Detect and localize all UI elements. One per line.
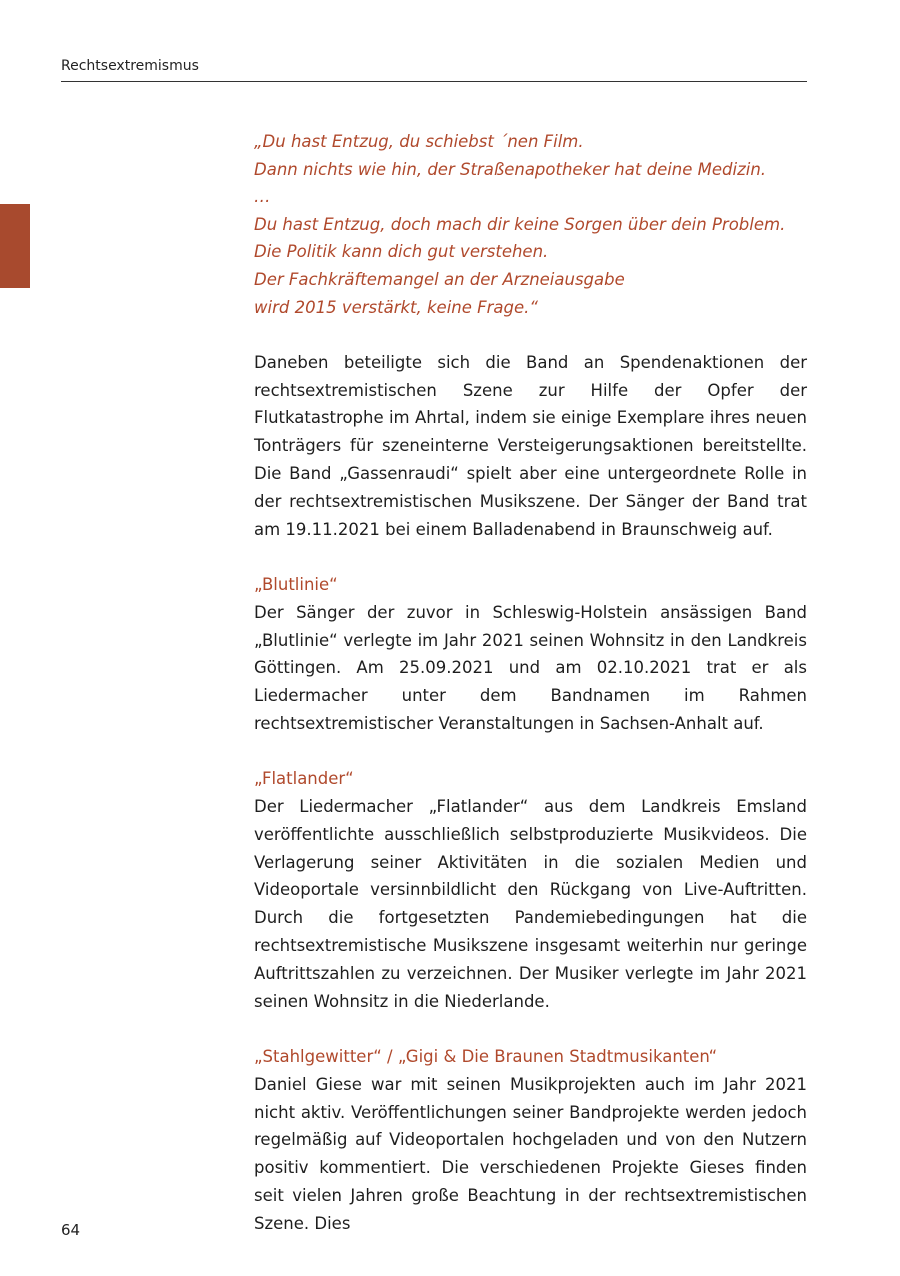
- quote-line: Dann nichts wie hin, der Straßenapotheker hat deine Medizin.: [254, 159, 767, 179]
- running-title: Rechtsextremismus: [61, 58, 199, 74]
- lyrics-quote: [254, 128, 807, 321]
- section-stahlgewitter: [254, 1043, 807, 1238]
- header-rule: [61, 81, 807, 82]
- section-paragraph: Der Liedermacher „Flatlander“ aus dem Landkreis Emsland veröffentlichte ausschließlich selbstproduzierte Musikvideos. Die Verlagerung seiner Aktivitäten in die sozialen Medien und Videoportale versinnbildlicht den Rückgang von Live-Auftritten. Durch die fortgesetzten Pandemiebedingungen hat die rechtsextremistische Musikszene insgesamt weiterhin nur geringe Auftrittszahlen zu verzeichnen. Der Musiker verlegte im Jahr 2021 seinen Wohnsitz in die Niederlande.: [254, 797, 807, 1011]
- section-blutlinie: [254, 571, 807, 738]
- quote-line: „Du hast Entzug, du schiebst ´nen Film.: [254, 132, 584, 151]
- quote-line: wird 2015 verstärkt, keine Frage.“: [254, 297, 538, 317]
- intro-paragraph: Daneben beteiligte sich die Band an Spendenaktionen der rechtsextremistischen Szene zur Hilfe der Opfer der Flutkatastrophe im Ahrtal, indem sie einige Exemplare ihres neuen Tonträgers für szeneinterne Versteigerungsaktionen bereitstellte. Die Band „Gassenraudi“ spielt aber eine untergeordnete Rolle in der rechtsextremistischen Musikszene. Der Sänger der Band trat am 19.11.2021 bei einem Balladenabend in Braunschweig auf.: [254, 352, 807, 539]
- quote-line: Du hast Entzug, doch mach dir keine Sorgen über dein Problem.: [254, 214, 786, 234]
- page-number: 64: [61, 1221, 81, 1239]
- section-flatlander: [254, 765, 807, 1015]
- quote-line: Die Politik kann dich gut verstehen.: [254, 242, 549, 262]
- section-heading: „Blutlinie“: [254, 574, 338, 594]
- section-paragraph: Daniel Giese war mit seinen Musikprojekten auch im Jahr 2021 nicht aktiv. Veröffentlichungen seiner Bandprojekte werden jedoch regelmäßig auf Videoportalen hochgeladen und von den Nutzern positiv kommentiert. Die verschiedenen Projekte Gieses finden seit vielen Jahren große Beachtung in der rechtsextremistischen Szene. Dies: [254, 1074, 807, 1233]
- quote-line: …: [254, 187, 271, 207]
- intro-block: [254, 349, 807, 544]
- chapter-tab-marker: [0, 204, 30, 288]
- section-heading: „Flatlander“: [254, 769, 354, 789]
- main-content: [254, 128, 807, 1238]
- section-paragraph: Der Sänger der zuvor in Schleswig-Holstein ansässigen Band „Blutlinie“ verlegte im Jahr 2021 seinen Wohnsitz in den Landkreis Göttingen. Am 25.09.2021 und am 02.10.2021 trat er als Liedermacher unter dem Bandnamen im Rahmen rechtsextremistischer Veranstaltungen in Sachsen-Anhalt auf.: [254, 602, 807, 733]
- quote-line: Der Fachkräftemangel an der Arzneiausgabe: [254, 269, 625, 289]
- section-heading: „Stahlgewitter“ / „Gigi & Die Braunen Stadtmusikanten“: [254, 1047, 718, 1067]
